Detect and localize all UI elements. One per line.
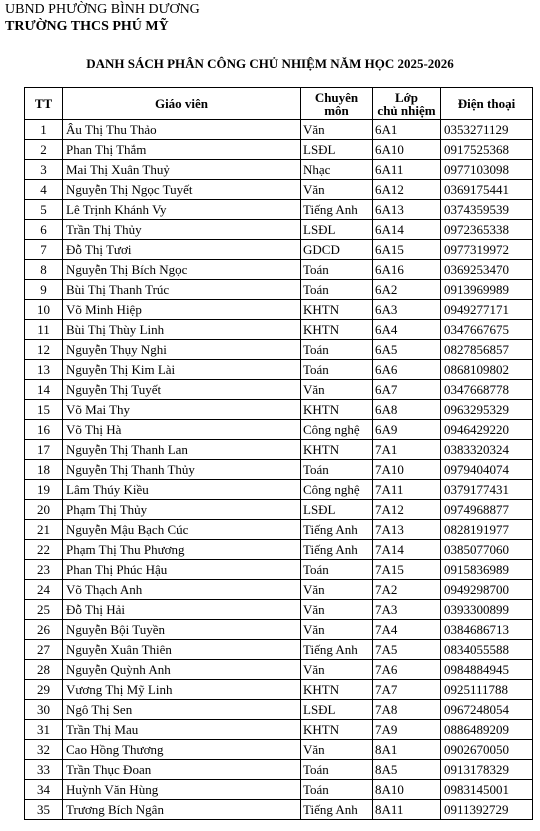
table-row <box>25 800 533 820</box>
cell-phone: 0374359539 <box>441 200 533 220</box>
header-class <box>373 88 441 120</box>
cell-teacher-name: Trần Thục Đoan <box>63 760 301 780</box>
cell-class: 7A15 <box>373 560 441 580</box>
cell-subject: Tiếng Anh <box>301 520 373 540</box>
cell-phone: 0347667675 <box>441 320 533 340</box>
cell-class: 6A2 <box>373 280 441 300</box>
cell-class: 6A8 <box>373 400 441 420</box>
cell-tt: 13 <box>25 360 63 380</box>
cell-class: 8A5 <box>373 760 441 780</box>
table-row <box>25 720 533 740</box>
table-row <box>25 460 533 480</box>
cell-teacher-name: Phạm Thị Thủy <box>63 500 301 520</box>
cell-teacher-name: Huỳnh Văn Hùng <box>63 780 301 800</box>
cell-class: 7A2 <box>373 580 441 600</box>
table-row <box>25 500 533 520</box>
cell-subject: KHTN <box>301 720 373 740</box>
cell-subject: KHTN <box>301 320 373 340</box>
table-row <box>25 560 533 580</box>
cell-class: 7A6 <box>373 660 441 680</box>
cell-phone: 0347668778 <box>441 380 533 400</box>
cell-subject: Văn <box>301 740 373 760</box>
table-row <box>25 740 533 760</box>
cell-class: 6A14 <box>373 220 441 240</box>
cell-subject: Toán <box>301 260 373 280</box>
cell-tt: 31 <box>25 720 63 740</box>
cell-tt: 11 <box>25 320 63 340</box>
cell-teacher-name: Vương Thị Mỹ Linh <box>63 680 301 700</box>
table-row <box>25 380 533 400</box>
cell-subject: LSĐL <box>301 500 373 520</box>
table-row <box>25 300 533 320</box>
table-row <box>25 780 533 800</box>
cell-phone: 0983145001 <box>441 780 533 800</box>
cell-phone: 0913178329 <box>441 760 533 780</box>
cell-subject: Văn <box>301 580 373 600</box>
cell-phone: 0979404074 <box>441 460 533 480</box>
cell-teacher-name: Phan Thị Thắm <box>63 140 301 160</box>
cell-class: 6A1 <box>373 120 441 140</box>
cell-teacher-name: Bùi Thị Thùy Linh <box>63 320 301 340</box>
cell-tt: 16 <box>25 420 63 440</box>
table-row <box>25 260 533 280</box>
cell-class: 7A14 <box>373 540 441 560</box>
cell-class: 6A6 <box>373 360 441 380</box>
cell-teacher-name: Đỗ Thị Tươi <box>63 240 301 260</box>
cell-teacher-name: Cao Hồng Thương <box>63 740 301 760</box>
cell-subject: Tiếng Anh <box>301 540 373 560</box>
cell-subject: GDCD <box>301 240 373 260</box>
header-phone: Điện thoại <box>441 88 533 120</box>
table-row <box>25 140 533 160</box>
table-row <box>25 520 533 540</box>
cell-class: 6A16 <box>373 260 441 280</box>
cell-subject: Tiếng Anh <box>301 200 373 220</box>
cell-phone: 0915836989 <box>441 560 533 580</box>
cell-phone: 0827856857 <box>441 340 533 360</box>
cell-class: 7A8 <box>373 700 441 720</box>
cell-phone: 0913969989 <box>441 280 533 300</box>
table-row <box>25 420 533 440</box>
cell-subject: Tiếng Anh <box>301 640 373 660</box>
cell-class: 8A10 <box>373 780 441 800</box>
table-row <box>25 540 533 560</box>
cell-teacher-name: Ngô Thị Sen <box>63 700 301 720</box>
cell-tt: 24 <box>25 580 63 600</box>
cell-tt: 15 <box>25 400 63 420</box>
cell-teacher-name: Trương Bích Ngân <box>63 800 301 820</box>
cell-subject: Nhạc <box>301 160 373 180</box>
cell-class: 6A15 <box>373 240 441 260</box>
table-row <box>25 480 533 500</box>
cell-class: 7A5 <box>373 640 441 660</box>
table-row <box>25 160 533 180</box>
cell-phone: 0917525368 <box>441 140 533 160</box>
header-tt: TT <box>25 88 63 120</box>
cell-phone: 0383320324 <box>441 440 533 460</box>
cell-phone: 0369175441 <box>441 180 533 200</box>
cell-tt: 25 <box>25 600 63 620</box>
cell-phone: 0911392729 <box>441 800 533 820</box>
cell-subject: KHTN <box>301 300 373 320</box>
cell-phone: 0385077060 <box>441 540 533 560</box>
cell-teacher-name: Nguyễn Thị Tuyết <box>63 380 301 400</box>
cell-class: 6A10 <box>373 140 441 160</box>
cell-class: 7A13 <box>373 520 441 540</box>
cell-phone: 0963295329 <box>441 400 533 420</box>
cell-phone: 0828191977 <box>441 520 533 540</box>
cell-tt: 12 <box>25 340 63 360</box>
cell-teacher-name: Đỗ Thị Hải <box>63 600 301 620</box>
cell-subject: Công nghệ <box>301 480 373 500</box>
table-row <box>25 440 533 460</box>
cell-teacher-name: Nguyễn Thị Thanh Lan <box>63 440 301 460</box>
cell-class: 7A11 <box>373 480 441 500</box>
cell-phone: 0886489209 <box>441 720 533 740</box>
table-row <box>25 340 533 360</box>
cell-tt: 28 <box>25 660 63 680</box>
cell-phone: 0977319972 <box>441 240 533 260</box>
cell-class: 7A3 <box>373 600 441 620</box>
cell-teacher-name: Bùi Thị Thanh Trúc <box>63 280 301 300</box>
cell-tt: 32 <box>25 740 63 760</box>
cell-subject: Toán <box>301 760 373 780</box>
cell-teacher-name: Võ Minh Hiệp <box>63 300 301 320</box>
cell-phone: 0949277171 <box>441 300 533 320</box>
cell-teacher-name: Nguyễn Mậu Bạch Cúc <box>63 520 301 540</box>
cell-subject: Toán <box>301 460 373 480</box>
cell-subject: Toán <box>301 340 373 360</box>
cell-class: 6A11 <box>373 160 441 180</box>
cell-class: 7A1 <box>373 440 441 460</box>
cell-subject: Văn <box>301 660 373 680</box>
org-name-line1: UBND PHƯỜNG BÌNH DƯƠNG <box>5 2 200 17</box>
table-row <box>25 640 533 660</box>
cell-class: 7A12 <box>373 500 441 520</box>
cell-phone: 0925111788 <box>441 680 533 700</box>
cell-teacher-name: Nguyễn Bội Tuyền <box>63 620 301 640</box>
cell-tt: 5 <box>25 200 63 220</box>
cell-subject: KHTN <box>301 680 373 700</box>
table-body <box>25 120 533 820</box>
cell-tt: 2 <box>25 140 63 160</box>
table-row <box>25 320 533 340</box>
cell-tt: 34 <box>25 780 63 800</box>
cell-class: 7A9 <box>373 720 441 740</box>
cell-phone: 0353271129 <box>441 120 533 140</box>
cell-subject: LSĐL <box>301 700 373 720</box>
cell-teacher-name: Trần Thị Mau <box>63 720 301 740</box>
cell-tt: 14 <box>25 380 63 400</box>
header-teacher: Giáo viên <box>63 88 301 120</box>
cell-teacher-name: Phạm Thị Thu Phương <box>63 540 301 560</box>
cell-subject: Văn <box>301 620 373 640</box>
cell-class: 6A12 <box>373 180 441 200</box>
cell-tt: 29 <box>25 680 63 700</box>
table-row <box>25 700 533 720</box>
table-row <box>25 760 533 780</box>
table-row <box>25 680 533 700</box>
cell-teacher-name: Phan Thị Phúc Hậu <box>63 560 301 580</box>
cell-teacher-name: Võ Mai Thy <box>63 400 301 420</box>
table-row <box>25 660 533 680</box>
cell-tt: 33 <box>25 760 63 780</box>
cell-phone: 0902670050 <box>441 740 533 760</box>
cell-teacher-name: Nguyễn Quỳnh Anh <box>63 660 301 680</box>
cell-tt: 10 <box>25 300 63 320</box>
cell-teacher-name: Nguyễn Thị Ngọc Tuyết <box>63 180 301 200</box>
cell-teacher-name: Âu Thị Thu Thảo <box>63 120 301 140</box>
cell-teacher-name: Trần Thị Thủy <box>63 220 301 240</box>
cell-phone: 0868109802 <box>441 360 533 380</box>
header-class-line1: Lớp <box>394 89 419 105</box>
cell-subject: LSĐL <box>301 220 373 240</box>
cell-tt: 6 <box>25 220 63 240</box>
header-subject-line2: môn <box>324 102 349 118</box>
cell-teacher-name: Lâm Thúy Kiều <box>63 480 301 500</box>
cell-class: 6A3 <box>373 300 441 320</box>
cell-tt: 23 <box>25 560 63 580</box>
cell-class: 8A11 <box>373 800 441 820</box>
table-row <box>25 400 533 420</box>
cell-subject: Tiếng Anh <box>301 800 373 820</box>
cell-tt: 1 <box>25 120 63 140</box>
cell-subject: Văn <box>301 600 373 620</box>
cell-phone: 0974968877 <box>441 500 533 520</box>
table-row <box>25 620 533 640</box>
cell-subject: KHTN <box>301 400 373 420</box>
cell-phone: 0379177431 <box>441 480 533 500</box>
cell-tt: 4 <box>25 180 63 200</box>
cell-tt: 18 <box>25 460 63 480</box>
cell-class: 6A4 <box>373 320 441 340</box>
cell-tt: 7 <box>25 240 63 260</box>
header-subject <box>301 88 373 120</box>
cell-class: 8A1 <box>373 740 441 760</box>
table-row <box>25 580 533 600</box>
cell-phone: 0393300899 <box>441 600 533 620</box>
cell-teacher-name: Nguyễn Xuân Thiên <box>63 640 301 660</box>
cell-phone: 0946429220 <box>441 420 533 440</box>
cell-tt: 21 <box>25 520 63 540</box>
table-row <box>25 280 533 300</box>
cell-teacher-name: Nguyễn Thị Kim Lài <box>63 360 301 380</box>
cell-tt: 20 <box>25 500 63 520</box>
cell-subject: Toán <box>301 560 373 580</box>
cell-subject: Văn <box>301 120 373 140</box>
cell-tt: 22 <box>25 540 63 560</box>
cell-teacher-name: Nguyễn Thị Thanh Thủy <box>63 460 301 480</box>
cell-tt: 30 <box>25 700 63 720</box>
cell-tt: 8 <box>25 260 63 280</box>
table-row <box>25 120 533 140</box>
table-row <box>25 180 533 200</box>
cell-subject: Toán <box>301 280 373 300</box>
table-row <box>25 200 533 220</box>
cell-tt: 27 <box>25 640 63 660</box>
cell-phone: 0972365338 <box>441 220 533 240</box>
cell-teacher-name: Võ Thị Hà <box>63 420 301 440</box>
cell-subject: Toán <box>301 360 373 380</box>
cell-phone: 0977103098 <box>441 160 533 180</box>
table-row <box>25 360 533 380</box>
cell-tt: 19 <box>25 480 63 500</box>
cell-subject: Văn <box>301 380 373 400</box>
cell-tt: 35 <box>25 800 63 820</box>
cell-phone: 0967248054 <box>441 700 533 720</box>
header-subject-line1: Chuyên <box>314 89 359 105</box>
cell-phone: 0369253470 <box>441 260 533 280</box>
cell-subject: Toán <box>301 780 373 800</box>
cell-phone: 0834055588 <box>441 640 533 660</box>
cell-class: 7A7 <box>373 680 441 700</box>
document-title: DANH SÁCH PHÂN CÔNG CHỦ NHIỆM NĂM HỌC 2025-2026 <box>86 56 454 71</box>
cell-teacher-name: Mai Thị Xuân Thuỷ <box>63 160 301 180</box>
homeroom-assignment-table <box>24 87 533 820</box>
cell-phone: 0984884945 <box>441 660 533 680</box>
cell-tt: 26 <box>25 620 63 640</box>
cell-tt: 17 <box>25 440 63 460</box>
cell-tt: 9 <box>25 280 63 300</box>
cell-class: 6A13 <box>373 200 441 220</box>
cell-class: 6A5 <box>373 340 441 360</box>
cell-tt: 3 <box>25 160 63 180</box>
cell-subject: Văn <box>301 180 373 200</box>
cell-class: 6A9 <box>373 420 441 440</box>
cell-teacher-name: Võ Thạch Anh <box>63 580 301 600</box>
cell-phone: 0384686713 <box>441 620 533 640</box>
header-class-line2: chủ nhiệm <box>377 102 436 118</box>
table-row <box>25 600 533 620</box>
cell-class: 7A4 <box>373 620 441 640</box>
table-row <box>25 220 533 240</box>
cell-subject: Công nghệ <box>301 420 373 440</box>
cell-teacher-name: Lê Trịnh Khánh Vy <box>63 200 301 220</box>
table-header-row <box>25 88 533 120</box>
table-row <box>25 240 533 260</box>
school-name: TRƯỜNG THCS PHÚ MỸ <box>5 19 169 34</box>
cell-subject: LSĐL <box>301 140 373 160</box>
cell-teacher-name: Nguyễn Thụy Nghi <box>63 340 301 360</box>
cell-class: 6A7 <box>373 380 441 400</box>
cell-subject: KHTN <box>301 440 373 460</box>
cell-phone: 0949298700 <box>441 580 533 600</box>
cell-teacher-name: Nguyễn Thị Bích Ngọc <box>63 260 301 280</box>
cell-class: 7A10 <box>373 460 441 480</box>
